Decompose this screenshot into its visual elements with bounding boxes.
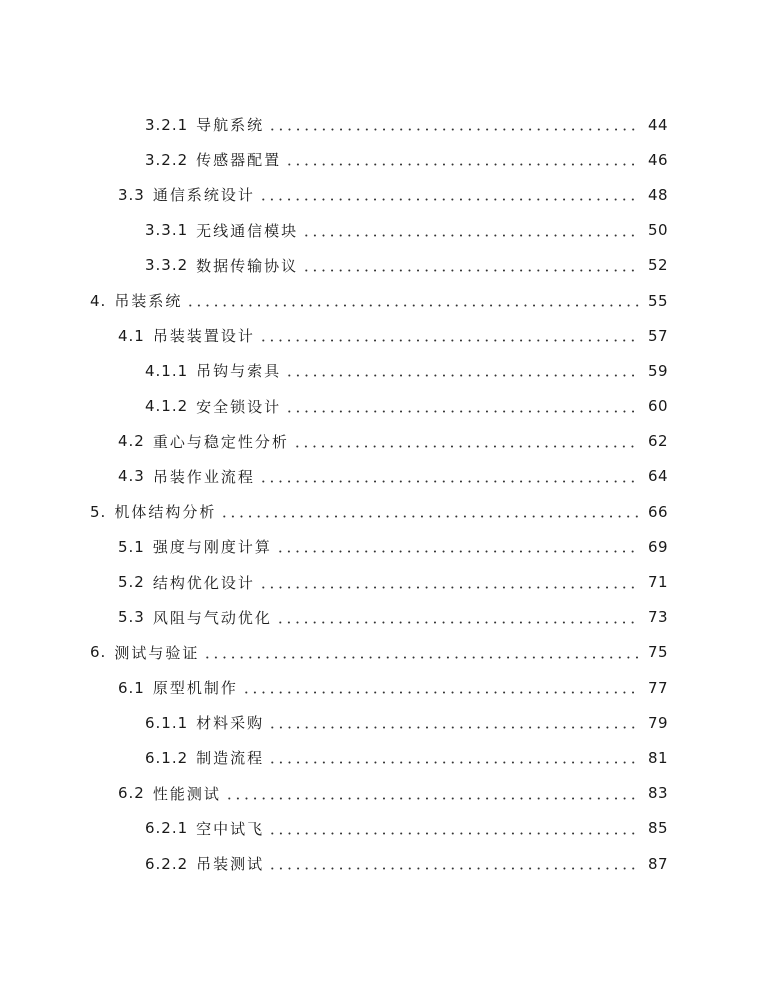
toc-entry-number: 6.2.1 [145, 819, 189, 838]
toc-entry-page-number: 64 [648, 467, 669, 486]
dot-leader [203, 656, 640, 659]
toc-entry[interactable] [0, 459, 765, 494]
toc-entry-title: 强度与刚度计算 [152, 538, 272, 557]
toc-entry[interactable] [0, 318, 765, 353]
toc-entry-title: 空中试飞 [196, 819, 265, 838]
toc-entry-title: 吊钩与索具 [196, 362, 282, 381]
toc-entry-number: 3.3.2 [145, 256, 189, 275]
toc-entry-number: 3.3 [118, 185, 145, 204]
toc-entry-title: 无线通信模块 [196, 221, 299, 240]
dot-leader [268, 128, 640, 131]
toc-entry-number: 3.2.1 [145, 115, 189, 134]
dot-leader [186, 304, 640, 307]
toc-entry-page-number: 85 [648, 819, 669, 838]
dot-leader [302, 269, 640, 272]
toc-entry-number: 6.1.1 [145, 713, 189, 732]
toc-entry-title: 制造流程 [196, 749, 265, 768]
toc-entry[interactable] [0, 494, 765, 529]
toc-entry-number: 6.2 [118, 784, 145, 803]
toc-entry-title: 风阻与气动优化 [152, 608, 272, 627]
dot-leader [259, 586, 640, 589]
toc-entry-title: 材料采购 [196, 714, 265, 733]
toc-entry-title: 吊装作业流程 [152, 467, 255, 486]
dot-leader [285, 163, 640, 166]
toc-entry-title: 吊装装置设计 [152, 327, 255, 346]
toc-entry-page-number: 57 [648, 326, 669, 345]
toc-entry[interactable] [0, 107, 765, 142]
toc-entry-title: 机体结构分析 [114, 503, 217, 522]
toc-entry-number: 4.3 [118, 467, 145, 486]
toc-entry-title: 性能测试 [152, 784, 221, 803]
toc-entry-title: 导航系统 [196, 116, 265, 135]
toc-entry-number: 3.2.2 [145, 150, 189, 169]
dot-leader [268, 726, 640, 729]
toc-entry-page-number: 77 [648, 678, 669, 697]
dot-leader [225, 797, 640, 800]
toc-entry-number: 4.1.1 [145, 361, 189, 380]
toc-entry[interactable] [0, 564, 765, 599]
dot-leader [268, 832, 640, 835]
dot-leader [285, 374, 640, 377]
toc-entry-title: 数据传输协议 [196, 256, 299, 275]
toc-entry-page-number: 48 [648, 185, 669, 204]
toc-entry[interactable] [0, 811, 765, 846]
toc-entry-title: 吊装系统 [114, 292, 183, 311]
toc-entry-number: 4.1.2 [145, 397, 189, 416]
toc-entry-page-number: 79 [648, 713, 669, 732]
toc-entry-page-number: 60 [648, 397, 669, 416]
toc-entry-page-number: 71 [648, 573, 669, 592]
toc-entry[interactable] [0, 705, 765, 740]
dot-leader [259, 480, 640, 483]
toc-entry-page-number: 62 [648, 432, 669, 451]
toc-entry[interactable] [0, 776, 765, 811]
toc-entry[interactable] [0, 635, 765, 670]
toc-entry-title: 结构优化设计 [152, 573, 255, 592]
toc-entry-number: 5.1 [118, 537, 145, 556]
dot-leader [259, 198, 640, 201]
toc-entry-page-number: 81 [648, 748, 669, 767]
toc-entry-page-number: 59 [648, 361, 669, 380]
toc-entry-number: 6. [90, 643, 107, 662]
toc-entry-page-number: 50 [648, 221, 669, 240]
toc-entry[interactable] [0, 177, 765, 212]
toc-entry[interactable] [0, 740, 765, 775]
toc-entry-number: 3.3.1 [145, 221, 189, 240]
toc-entry-number: 6.1.2 [145, 748, 189, 767]
toc-entry-title: 安全锁设计 [196, 397, 282, 416]
toc-entry-number: 5.3 [118, 608, 145, 627]
dot-leader [276, 550, 640, 553]
toc-entry-page-number: 46 [648, 150, 669, 169]
toc-entry[interactable] [0, 670, 765, 705]
toc-entry-title: 测试与验证 [114, 643, 200, 662]
toc-entry-page-number: 73 [648, 608, 669, 627]
toc-entry[interactable] [0, 353, 765, 388]
toc-entry-title: 原型机制作 [152, 679, 238, 698]
toc-entry-number: 5.2 [118, 573, 145, 592]
toc-entry-title: 重心与稳定性分析 [152, 432, 289, 451]
toc-entry-page-number: 83 [648, 784, 669, 803]
toc-entry-number: 6.2.2 [145, 854, 189, 873]
toc-entry-page-number: 55 [648, 291, 669, 310]
dot-leader [268, 867, 640, 870]
toc-entry[interactable] [0, 248, 765, 283]
toc-entry-page-number: 87 [648, 854, 669, 873]
toc-entry-page-number: 66 [648, 502, 669, 521]
dot-leader [220, 515, 640, 518]
toc-entry-number: 4.2 [118, 432, 145, 451]
toc-entry-page-number: 52 [648, 256, 669, 275]
toc-entry-page-number: 44 [648, 115, 669, 134]
toc-entry[interactable] [0, 389, 765, 424]
dot-leader [259, 339, 640, 342]
table-of-contents [0, 107, 765, 881]
dot-leader [242, 691, 640, 694]
toc-entry-title: 传感器配置 [196, 151, 282, 170]
toc-entry[interactable] [0, 529, 765, 564]
dot-leader [302, 234, 640, 237]
dot-leader [293, 445, 640, 448]
toc-entry-number: 6.1 [118, 678, 145, 697]
toc-entry-number: 4.1 [118, 326, 145, 345]
toc-entry-title: 吊装测试 [196, 855, 265, 874]
toc-entry-number: 4. [90, 291, 107, 310]
dot-leader [285, 410, 640, 413]
toc-entry[interactable] [0, 424, 765, 459]
dot-leader [276, 621, 640, 624]
toc-entry-page-number: 75 [648, 643, 669, 662]
toc-entry-page-number: 69 [648, 537, 669, 556]
toc-entry[interactable] [0, 142, 765, 177]
toc-entry[interactable] [0, 846, 765, 881]
toc-entry-title: 通信系统设计 [152, 186, 255, 205]
dot-leader [268, 761, 640, 764]
toc-entry[interactable] [0, 600, 765, 635]
toc-entry[interactable] [0, 213, 765, 248]
toc-entry-number: 5. [90, 502, 107, 521]
toc-entry[interactable] [0, 283, 765, 318]
